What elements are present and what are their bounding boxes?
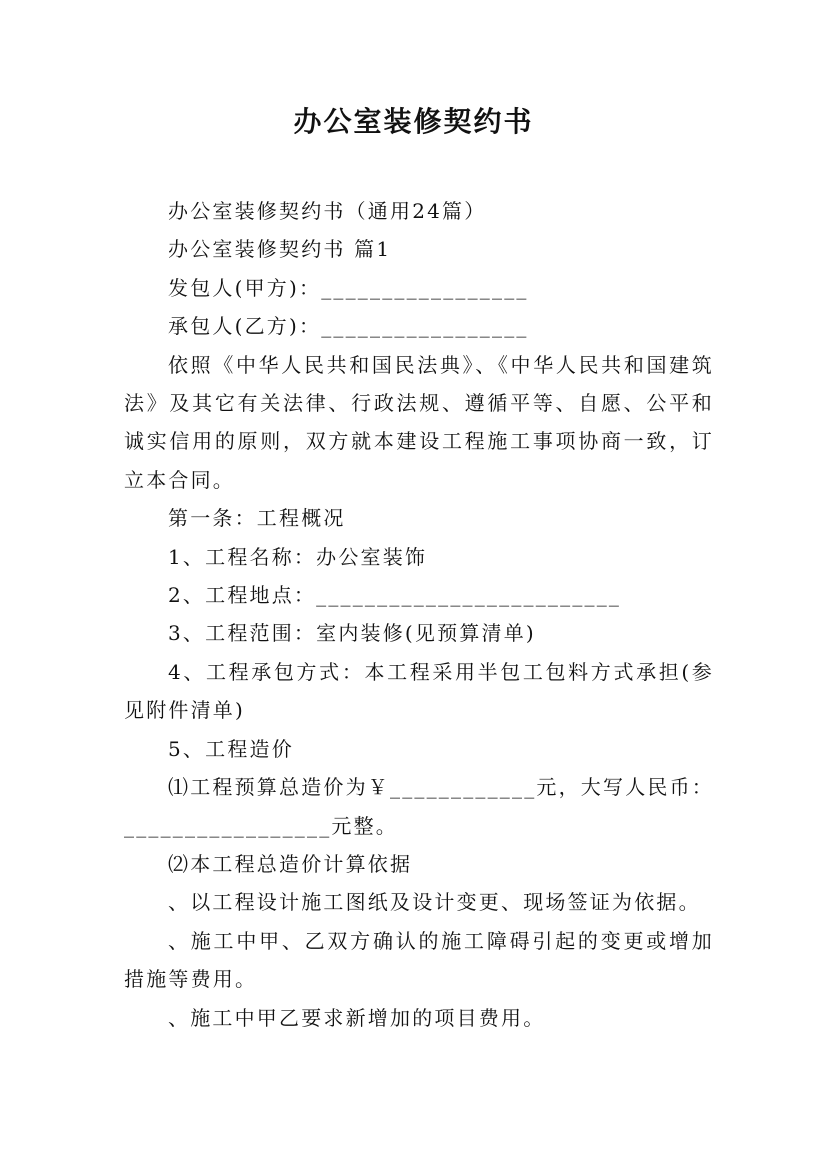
party-a-line: 发包人(甲方)：_________________ (168, 275, 529, 300)
cost-basis-item: 、以工程设计施工图纸及设计变更、现场签证为依据。 (168, 890, 701, 915)
contract-method-paragraph: 4、工程承包方式：本工程采用半包工包料方式承担(参见附件清单) (124, 659, 714, 723)
section-heading: 办公室装修契约书 篇1 (168, 237, 392, 262)
project-scope-line: 3、工程范围：室内装修(见预算清单) (168, 621, 536, 646)
cost-basis-item: 、施工中甲乙要求新增加的项目费用。 (168, 1005, 546, 1030)
document-body (124, 192, 714, 1037)
budget-total-paragraph: ⑴工程预算总造价为￥____________元，大写人民币：_________________元整。 (124, 775, 714, 838)
project-cost-heading: 5、工程造价 (168, 736, 294, 761)
preamble-paragraph: 依照《中华人民共和国民法典》、《中华人民共和国建筑法》及其它有关法律、行政法规、遵循平等、自愿、公平和诚实信用的原则，双方就本建设工程施工事项协商一致，订立本合同。 (124, 352, 714, 492)
subtitle-line: 办公室装修契约书（通用24篇） (168, 199, 487, 223)
article-heading: 第一条：工程概况 (168, 506, 346, 531)
document-title: 办公室装修契约书 (293, 105, 534, 138)
project-name-line: 1、工程名称：办公室装饰 (168, 544, 428, 569)
cost-basis-item: 、施工中甲、乙双方确认的施工障碍引起的变更或增加措施等费用。 (124, 928, 714, 992)
party-b-line: 承包人(乙方)：_________________ (168, 314, 529, 339)
cost-basis-heading: ⑵本工程总造价计算依据 (168, 851, 413, 876)
project-location-line: 2、工程地点：_________________________ (168, 583, 622, 608)
